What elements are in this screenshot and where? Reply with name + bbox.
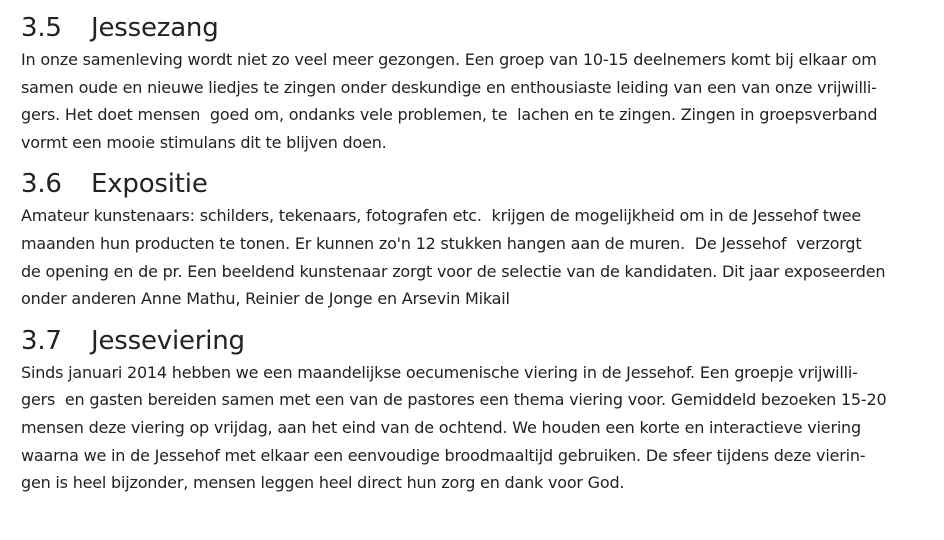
paragraph-line: In onze samenleving wordt niet zo veel meer gezongen. Een groep van 10-15 deelnemers komt bij elkaar om xyxy=(21,50,877,69)
paragraph-line: mensen deze viering op vrijdag, aan het eind van de ochtend. We houden een korte en interactieve viering xyxy=(21,417,861,437)
section-jessezang xyxy=(21,10,921,156)
paragraph-line: gen is heel bijzonder, mensen leggen heel direct hun zorg en dank voor God. xyxy=(21,473,625,493)
paragraph-line: Sinds januari 2014 hebben we een maandelijkse oecumenische viering in de Jessehof. Een groepje vrijwilli- xyxy=(21,362,858,382)
paragraph-line: gers en gasten bereiden samen met een van de pastores een thema viering voor. Gemiddeld bezoeken 15-20 xyxy=(21,390,887,410)
paragraph-line: waarna we in de Jessehof met elkaar een eenvoudige broodmaaltijd gebruiken. De sfeer tijdens deze vierin- xyxy=(21,445,866,465)
section-number: 3.6 xyxy=(21,169,62,200)
paragraph-line: maanden hun producten te tonen. Er kunnen zo'n 12 stukken hangen aan de muren. De Jessehof verzorgt xyxy=(21,233,862,253)
section-title: Expositie xyxy=(91,169,208,200)
paragraph-line: gers. Het doet mensen goed om, ondanks vele problemen, te lachen en te zingen. Zingen in groepsverband xyxy=(21,105,878,125)
section-expositie xyxy=(21,166,921,312)
section-heading xyxy=(21,10,921,46)
paragraph-line: Amateur kunstenaars: schilders, tekenaars, fotografen etc. krijgen de mogelijkheid om in de Jessehof twee xyxy=(21,206,862,226)
document-page xyxy=(21,10,921,497)
section-heading xyxy=(21,166,921,202)
section-title: Jesseviering xyxy=(91,325,245,356)
section-number: 3.7 xyxy=(21,325,62,356)
section-number: 3.5 xyxy=(21,13,62,43)
paragraph-line: samen oude en nieuwe liedjes te zingen onder deskundige en enthousiaste leiding van een van onze vrijwilli- xyxy=(21,77,877,97)
paragraph-line: de opening en de pr. Een beeldend kunstenaar zorgt voor de selectie van de kandidaten. Dit jaar exposeerden xyxy=(21,261,886,281)
section-heading xyxy=(21,323,921,359)
section-title: Jessezang xyxy=(91,13,219,43)
section-jesseviering xyxy=(21,323,921,497)
paragraph-line: vormt een mooie stimulans dit te blijven doen. xyxy=(21,132,387,152)
paragraph-line: onder anderen Anne Mathu, Reinier de Jonge en Arsevin Mikail xyxy=(21,289,510,309)
